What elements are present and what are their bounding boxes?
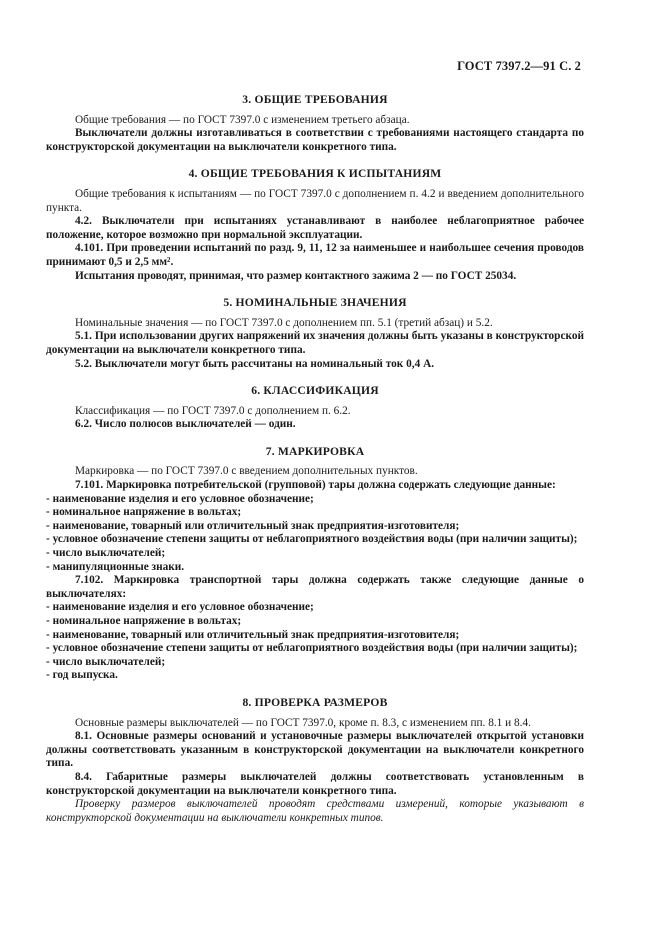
paragraph: 4.101. При проведении испытаний по разд. 9, 11, 12 за наименьшее и наибольшее сечения проводов принимают 0,5 и 2,5 мм². (46, 242, 584, 268)
paragraph: 7.102. Маркировка транспортной тары должна содержать также следующие данные о выключателях: (46, 574, 584, 600)
paragraph: Проверку размеров выключателей проводят средствами измерений, которые указывают в конструкторской документации на выключатели конкретных типов. (46, 798, 584, 824)
list-item: - наименование изделия и его условное обозначение; (46, 601, 314, 614)
list-item: - наименование, товарный или отличительный знак предприятия-изготовителя; (46, 628, 460, 641)
list-item: - наименование, товарный или отличительный знак предприятия-изготовителя; (46, 519, 460, 532)
section-8 (46, 696, 584, 825)
list-item: - наименование изделия и его условное обозначение; (46, 492, 314, 505)
paragraph: Номинальные значения — по ГОСТ 7397.0 с дополнением пп. 5.1 (третий абзац) и 5.2. (75, 316, 493, 329)
paragraph: 5.1. При использовании других напряжений их значения должны быть указаны в конструкторской документации на выключатели конкретного типа. (46, 330, 584, 356)
paragraph: 8.1. Основные размеры оснований и установочные размеры выключателей открытой установки должны соответствовать указанным в конструкторской документации на выключатели конкретного типа. (46, 730, 584, 770)
list-item: - год выпуска. (46, 669, 118, 682)
paragraph: 7.101. Маркировка потребительской (групповой) тары должна содержать следующие данные: (75, 479, 556, 492)
section-title: 3. ОБЩИЕ ТРЕБОВАНИЯ (242, 93, 388, 106)
section-3 (46, 93, 584, 154)
page-header: ГОСТ 7397.2—91 С. 2 (457, 59, 581, 73)
list-item: - манипуляционные знаки. (46, 560, 185, 573)
paragraph: Основные размеры выключателей — по ГОСТ 7397.0, кроме п. 8.3, с изменением пп. 8.1 и 8.4. (75, 716, 531, 729)
section-title: 8. ПРОВЕРКА РАЗМЕРОВ (242, 695, 388, 709)
section-title: 4. ОБЩИЕ ТРЕБОВАНИЯ К ИСПЫТАНИЯМ (188, 167, 442, 181)
paragraph: Классификация — по ГОСТ 7397.0 с дополнением п. 6.2. (75, 404, 351, 417)
section-5 (46, 296, 584, 371)
list-item: - номинальное напряжение в вольтах; (46, 506, 242, 519)
paragraph: 5.2. Выключатели могут быть рассчитаны на номинальный ток 0,4 А. (75, 357, 435, 370)
paragraph: 8.4. Габаритные размеры выключателей должны соответствовать установленным в конструкторской документации на выключатели конкретного типа. (46, 770, 584, 797)
section-4 (46, 167, 584, 283)
paragraph: 6.2. Число полюсов выключателей — один. (75, 418, 296, 431)
paragraph: Выключатели должны изготавливаться в соответствии с требованиями настоящего стандарта по конструкторской документации на выключатели конкретного типа. (46, 127, 584, 153)
paragraph: 4.2. Выключатели при испытаниях устанавливают в наиболее неблагоприятное рабочее положение, которое возможно при нормальной эксплуатации. (46, 215, 584, 241)
page-content (46, 93, 584, 838)
section-title: 7. МАРКИРОВКА (265, 444, 365, 458)
section-7 (46, 445, 584, 683)
section-title: 5. НОМИНАЛЬНЫЕ ЗНАЧЕНИЯ (223, 296, 407, 310)
paragraph: Общие требования к испытаниям — по ГОСТ 7397.0 с дополнением п. 4.2 и введением дополнительного пункта. (46, 187, 584, 214)
section-title: 6. КЛАССИФИКАЦИЯ (251, 384, 379, 398)
section-6 (46, 384, 584, 432)
paragraph: Испытания проводят, принимая, что размер контактного зажима 2 — по ГОСТ 25034. (75, 269, 517, 282)
list-item: - условное обозначение степени защиты от неблагоприятного воздействия воды (при наличии защиты); (46, 642, 578, 655)
paragraph: Общие требования — по ГОСТ 7397.0 с изменением третьего абзаца. (75, 113, 410, 126)
list-item: - номинальное напряжение в вольтах; (46, 615, 242, 627)
list-item: - число выключателей; (46, 655, 166, 668)
list-item: - условное обозначение степени защиты от неблагоприятного воздействия воды (при наличии защиты); (46, 533, 578, 546)
paragraph: Маркировка — по ГОСТ 7397.0 с введением дополнительных пунктов. (75, 465, 418, 478)
list-item: - число выключателей; (46, 547, 166, 560)
